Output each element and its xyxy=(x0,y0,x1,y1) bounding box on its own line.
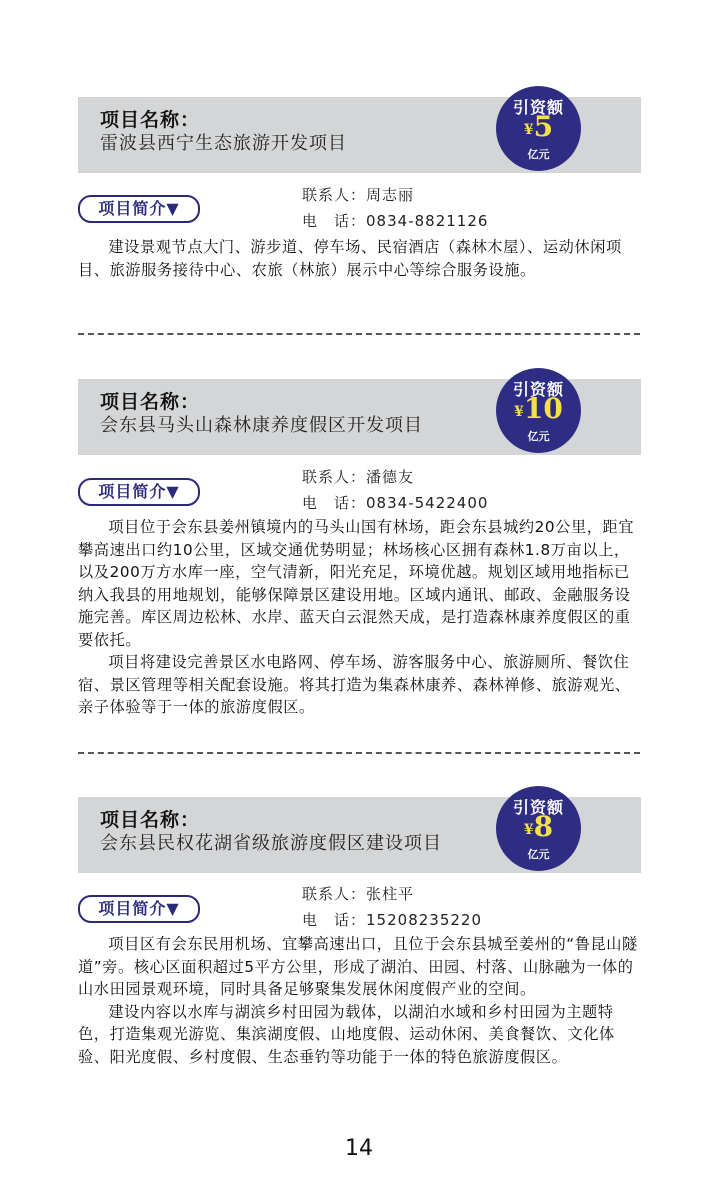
contact-name: 潘德友 xyxy=(366,468,415,486)
contact-person-row xyxy=(302,464,488,490)
project-name: 会东县马头山森林康养度假区开发项目 xyxy=(100,415,423,436)
phone-number: 0834-5422400 xyxy=(366,494,489,512)
amount-value: 8 xyxy=(533,810,554,843)
project-description xyxy=(78,933,640,1068)
amount-value: 5 xyxy=(533,110,554,143)
contact-block xyxy=(302,464,488,516)
phone-label: 电 话： xyxy=(302,494,367,512)
project-name-label: 项目名称： xyxy=(100,809,201,831)
investment-amount xyxy=(496,392,581,425)
phone-label: 电 话： xyxy=(302,212,367,230)
phone-label: 电 话： xyxy=(302,911,367,929)
badge-title: 引资额 xyxy=(512,98,564,117)
phone-row xyxy=(302,208,488,234)
investment-amount xyxy=(496,110,581,143)
contact-block xyxy=(302,881,482,933)
project-name: 雷波县西宁生态旅游开发项目 xyxy=(100,133,347,154)
project-description xyxy=(78,516,640,719)
investment-badge xyxy=(496,368,581,453)
amount-unit: 亿元 xyxy=(527,430,550,443)
amount-unit: 亿元 xyxy=(527,148,550,161)
amount-unit: 亿元 xyxy=(527,848,550,861)
phone-row xyxy=(302,907,482,933)
project-name: 会东县民权花湖省级旅游度假区建设项目 xyxy=(100,833,442,854)
currency-symbol: ¥ xyxy=(523,122,534,138)
description-paragraph: 建设内容以水库与湖滨乡村田园为载体，以湖泊水域和乡村田园为主题特色，打造集观光游览、集滨湖度假、山地度假、运动休闲、美食餐饮、文化体验、阳光度假、乡村度假、生态垂钓等功能于一体的特色旅游度假区。 xyxy=(78,1002,615,1066)
contact-name: 周志丽 xyxy=(366,186,415,204)
badge-title: 引资额 xyxy=(512,798,564,817)
badge-title: 引资额 xyxy=(512,380,564,399)
contact-name: 张柱平 xyxy=(366,885,415,903)
page-number: 14 xyxy=(345,1136,373,1161)
currency-symbol: ¥ xyxy=(523,822,534,838)
investment-badge xyxy=(496,786,581,871)
phone-number: 15208235220 xyxy=(366,911,482,929)
project-intro-label: 项目简介▼ xyxy=(78,895,200,923)
contact-person-row xyxy=(302,881,482,907)
phone-number: 0834-8821126 xyxy=(366,212,489,230)
project-intro-label: 项目简介▼ xyxy=(78,478,200,506)
contact-label: 联系人： xyxy=(302,885,367,903)
section-divider xyxy=(78,333,640,335)
project-intro-label: 项目简介▼ xyxy=(78,195,200,223)
project-name-label: 项目名称： xyxy=(100,109,201,131)
investment-badge xyxy=(496,86,581,171)
description-paragraph: 项目区有会东民用机场、宜攀高速出口，且位于会东县城至姜州的“鲁昆山隧道”旁。核心区面积超过5平方公里，形成了湖泊、田园、村落、山脉融为一体的山水田园景观环境，同时具备足够聚集发展休闲度假产业的空间。 xyxy=(78,935,638,998)
description-paragraph: 项目将建设完善景区水电路网、停车场、游客服务中心、旅游厕所、餐饮住宿、景区管理等相关配套设施。将其打造为集森林康养、森林禅修、旅游观光、亲子体验等于一体的旅游度假区。 xyxy=(78,653,631,716)
phone-row xyxy=(302,490,488,516)
description-paragraph: 建设景观节点大门、游步道、停车场、民宿酒店（森林木屋）、运动休闲项目、旅游服务接待中心、农旅（林旅）展示中心等综合服务设施。 xyxy=(78,238,622,279)
amount-value: 10 xyxy=(523,392,563,425)
contact-label: 联系人： xyxy=(302,186,367,204)
contact-person-row xyxy=(302,182,488,208)
currency-symbol: ¥ xyxy=(514,404,524,420)
project-description xyxy=(78,236,640,281)
contact-block xyxy=(302,182,488,234)
description-paragraph: 项目位于会东县姜州镇境内的马头山国有林场，距会东县城约20公里，距宜攀高速出口约10公里，区域交通优势明显；林场核心区拥有森林1.8万亩以上，以及200万方水库一座，空气清新，阳光充足，环境优越。规划区域用地指标已纳入我县的用地规划，能够保障景区建设用地。区域内通讯、邮政、金融服务设施完善。库区周边松林、水岸、蓝天白云混然天成，是打造森林康养度假区的重要依托。 xyxy=(78,518,635,649)
contact-label: 联系人： xyxy=(302,468,367,486)
section-divider xyxy=(78,752,640,754)
project-name-label: 项目名称： xyxy=(100,391,201,413)
investment-amount xyxy=(496,810,581,843)
